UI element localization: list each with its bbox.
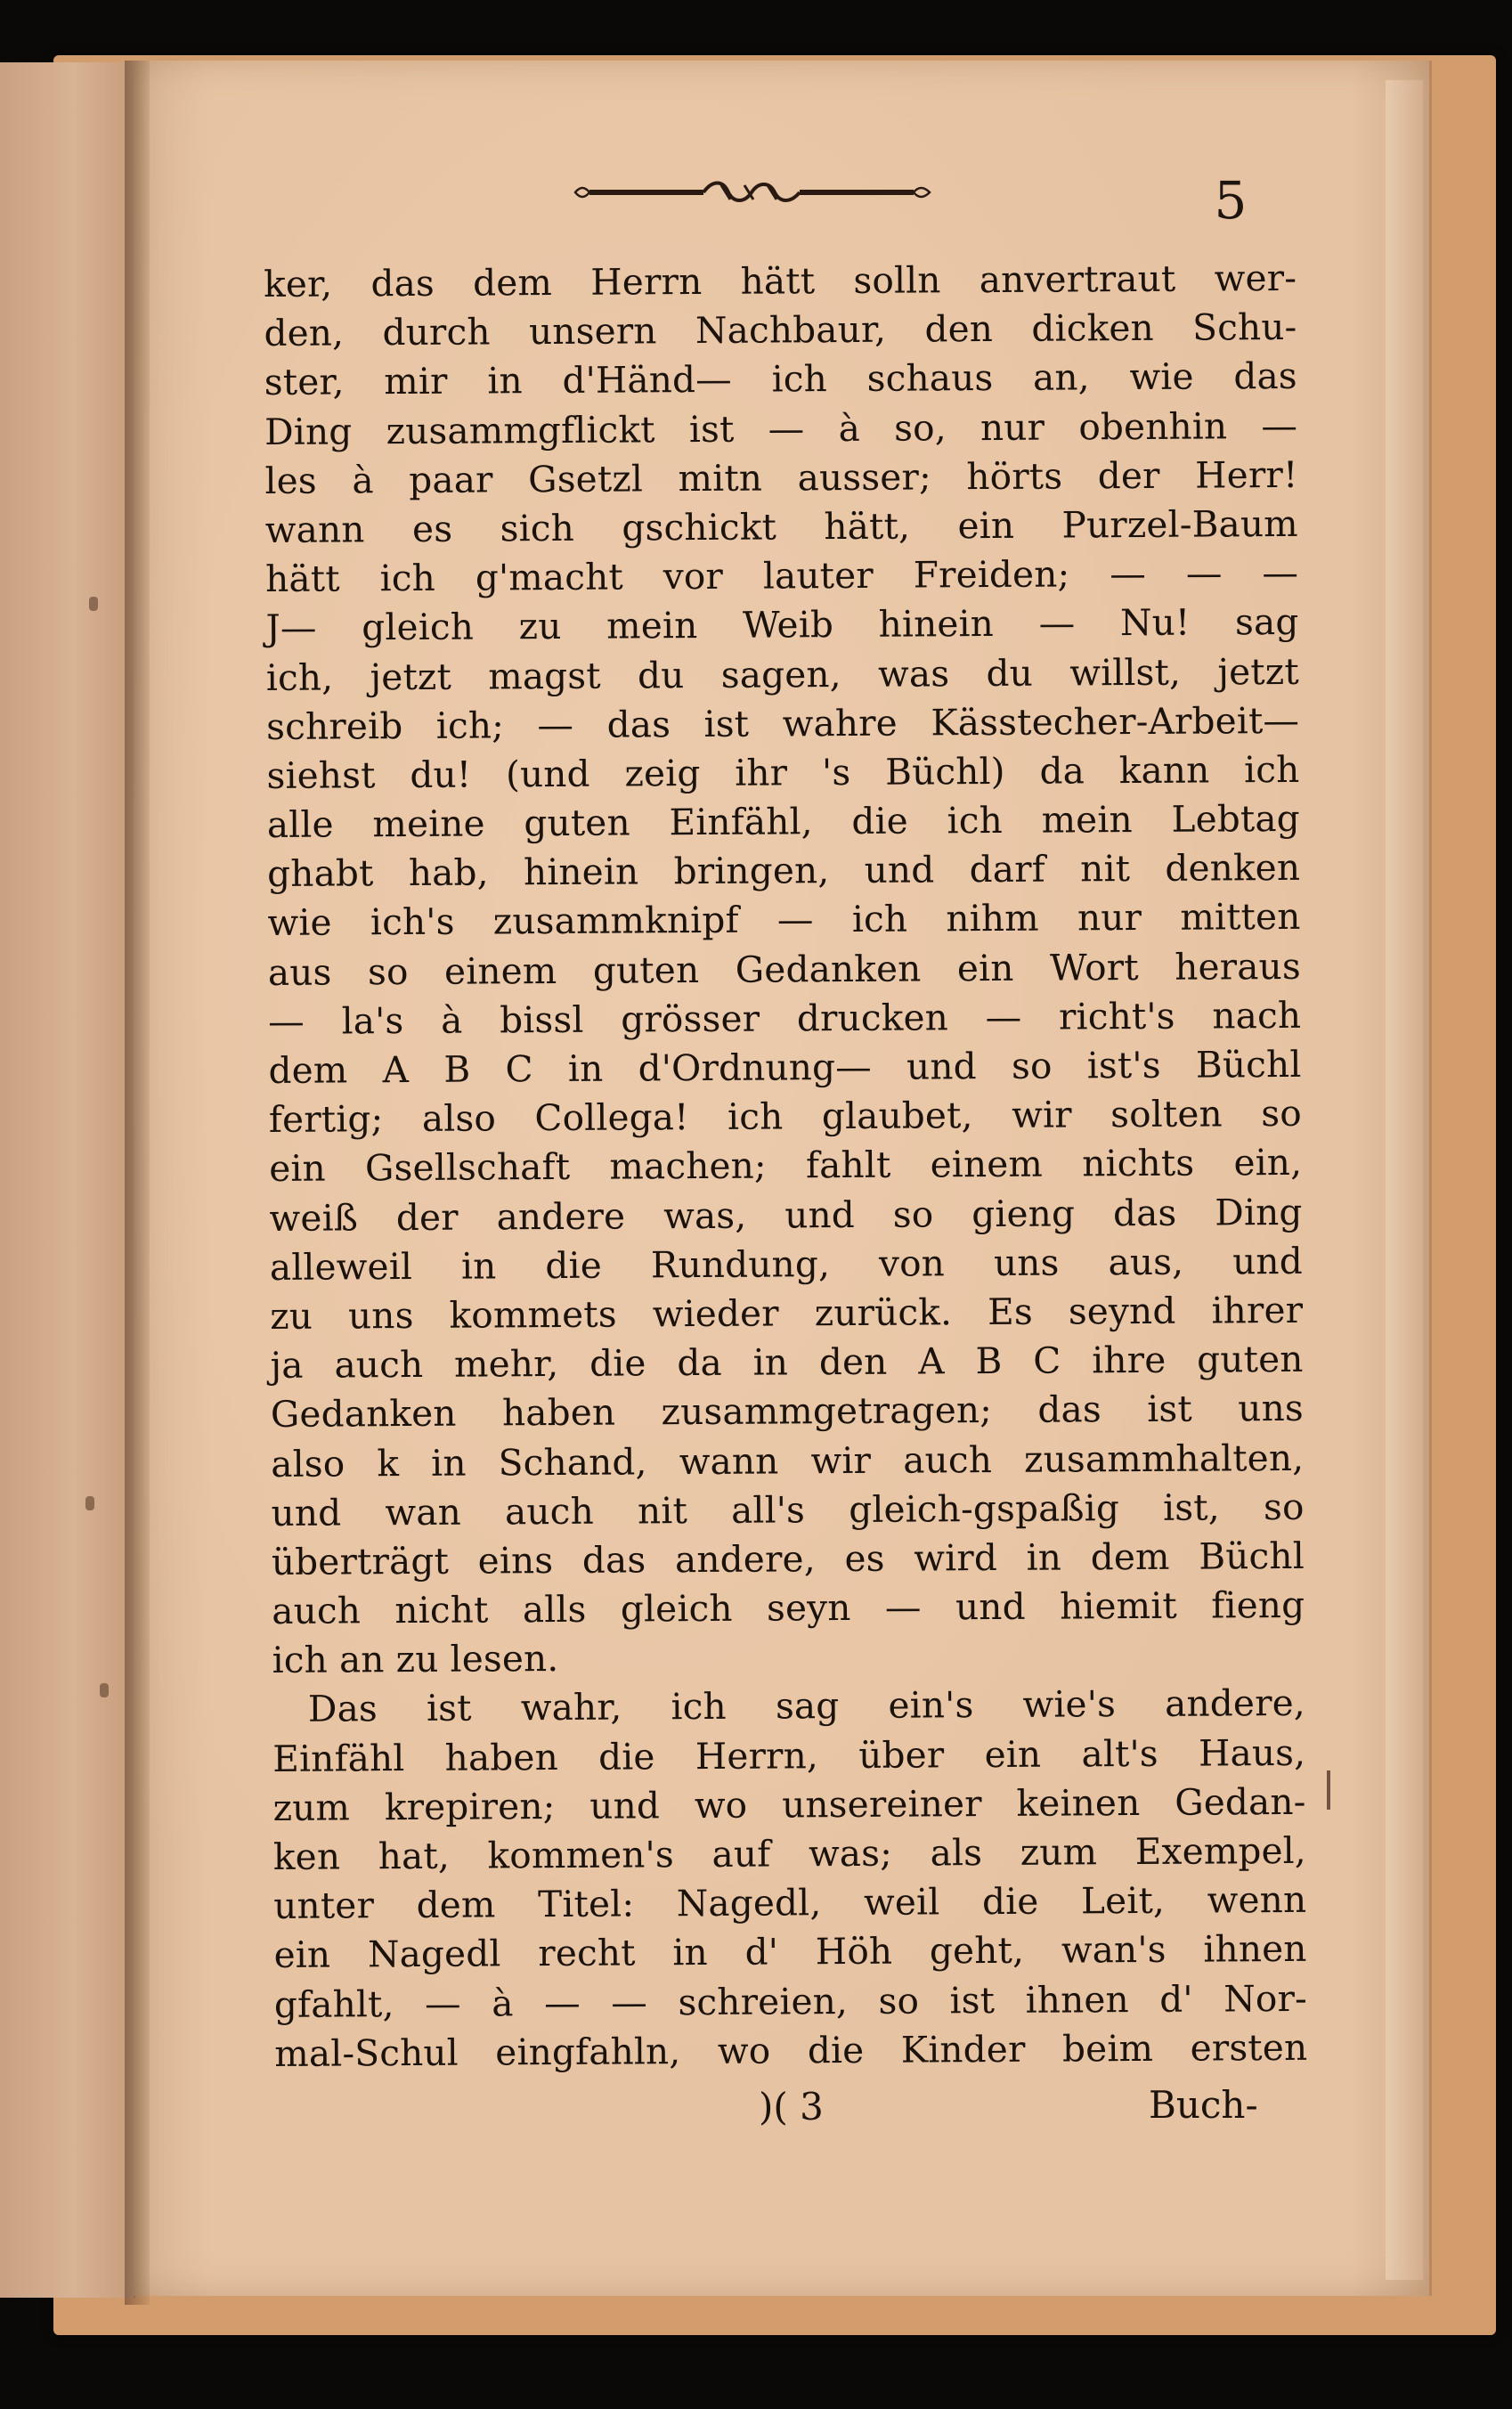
binding-stitch bbox=[85, 1496, 94, 1510]
text-line: auch nicht alls gleich seyn — und hiemit fieng bbox=[272, 1583, 1305, 1633]
text-line: Ding zusammgflickt ist — à so, nur obenhin — bbox=[264, 403, 1298, 453]
page-number: 5 bbox=[1214, 170, 1248, 231]
text-line: fertig; also Collega! ich glaubet, wir solten so bbox=[268, 1092, 1303, 1142]
text-line: Gedanken haben zusammgetragen; das ist uns bbox=[270, 1387, 1305, 1436]
text-line: ker, das dem Herrn hätt solln anvertraut wer- bbox=[264, 256, 1297, 305]
text-line: ich an zu lesen. bbox=[272, 1637, 559, 1682]
text-line: J— gleich zu mein Weib hinein — Nu! sag bbox=[265, 600, 1299, 650]
text-line: wann es sich gschickt hätt, ein Purzel-Baum bbox=[264, 501, 1298, 551]
text-line: gfahlt, — à — — schreien, so ist ihnen d' Nor- bbox=[273, 1976, 1308, 2026]
margin-mark bbox=[1327, 1770, 1330, 1810]
text-line: den, durch unsern Nachbaur, den dicken Schu- bbox=[264, 305, 1297, 355]
text-line: unter dem Titel: Nagedl, weil die Leit, wenn bbox=[273, 1878, 1307, 1928]
facing-page bbox=[0, 62, 135, 2298]
text-line: ich, jetzt magst du sagen, was du willst, jetzt bbox=[265, 649, 1299, 699]
page-gutter-shadow bbox=[125, 61, 150, 2305]
header-ornament-icon bbox=[570, 176, 935, 208]
binding-stitch bbox=[89, 597, 98, 611]
text-line: ster, mir in d'Händ— ich schaus an, wie das bbox=[264, 354, 1297, 404]
text-line: wie ich's zusammknipf — ich nihm nur mitten bbox=[267, 895, 1301, 945]
text-line: alleweil in die Rundung, von uns aus, und bbox=[269, 1239, 1304, 1289]
text-line: mal-Schul eingfahln, wo die Kinder beim ersten bbox=[274, 2025, 1308, 2075]
text-line: les à paar Gsetzl mitn ausser; hörts der Herr! bbox=[264, 452, 1298, 502]
text-line: alle meine guten Einfähl, die ich mein Lebtag bbox=[266, 796, 1300, 847]
text-line: überträgt eins das andere, es wird in dem Büchl bbox=[271, 1534, 1305, 1583]
text-line: schreib ich; — das ist wahre Kässtecher-Arbeit— bbox=[266, 698, 1300, 748]
body-text bbox=[264, 254, 1307, 2079]
text-line: und wan auch nit all's gleich-gspaßig ist, so bbox=[271, 1485, 1305, 1534]
text-line: ken hat, kommen's auf was; als zum Exempel, bbox=[272, 1828, 1307, 1878]
text-line: — la's à bissl grösser drucken — richt's nach bbox=[268, 993, 1302, 1043]
text-line: ein Gsellschaft machen; fahlt einem nichts ein, bbox=[269, 1141, 1303, 1191]
text-line: ghabt hab, hinein bringen, und darf nit denken bbox=[267, 846, 1301, 896]
text-line: Einfähl haben die Herrn, über ein alt's Haus, bbox=[272, 1730, 1306, 1780]
text-line: ja auch mehr, die da in den A B C ihre guten bbox=[270, 1338, 1304, 1388]
signature-mark: )( 3 bbox=[759, 2085, 824, 2128]
text-line: zu uns kommets wieder zurück. Es seynd ihrer bbox=[270, 1288, 1304, 1338]
text-line: Das ist wahr, ich sag ein's wie's andere, bbox=[307, 1681, 1306, 1731]
page-fore-edge bbox=[1386, 80, 1423, 2280]
binding-stitch bbox=[100, 1683, 109, 1697]
catchword: Buch- bbox=[1149, 2083, 1258, 2127]
text-line: aus so einem guten Gedanken ein Wort heraus bbox=[267, 944, 1302, 994]
text-line: hätt ich g'macht vor lauter Freiden; — — — bbox=[265, 551, 1299, 601]
text-line: weiß der andere was, und so gieng das Ding bbox=[269, 1190, 1303, 1240]
text-line: dem A B C in d'Ordnung— und so ist's Büchl bbox=[268, 1042, 1302, 1092]
text-line: siehst du! (und zeig ihr 's Büchl) da kann ich bbox=[266, 747, 1300, 797]
text-line: zum krepiren; und wo unsereiner keinen Gedan- bbox=[272, 1779, 1306, 1829]
text-line: ein Nagedl recht in d' Höh geht, wan's ihnen bbox=[273, 1927, 1307, 1977]
text-line: also k in Schand, wann wir auch zusammhalten, bbox=[271, 1436, 1305, 1485]
